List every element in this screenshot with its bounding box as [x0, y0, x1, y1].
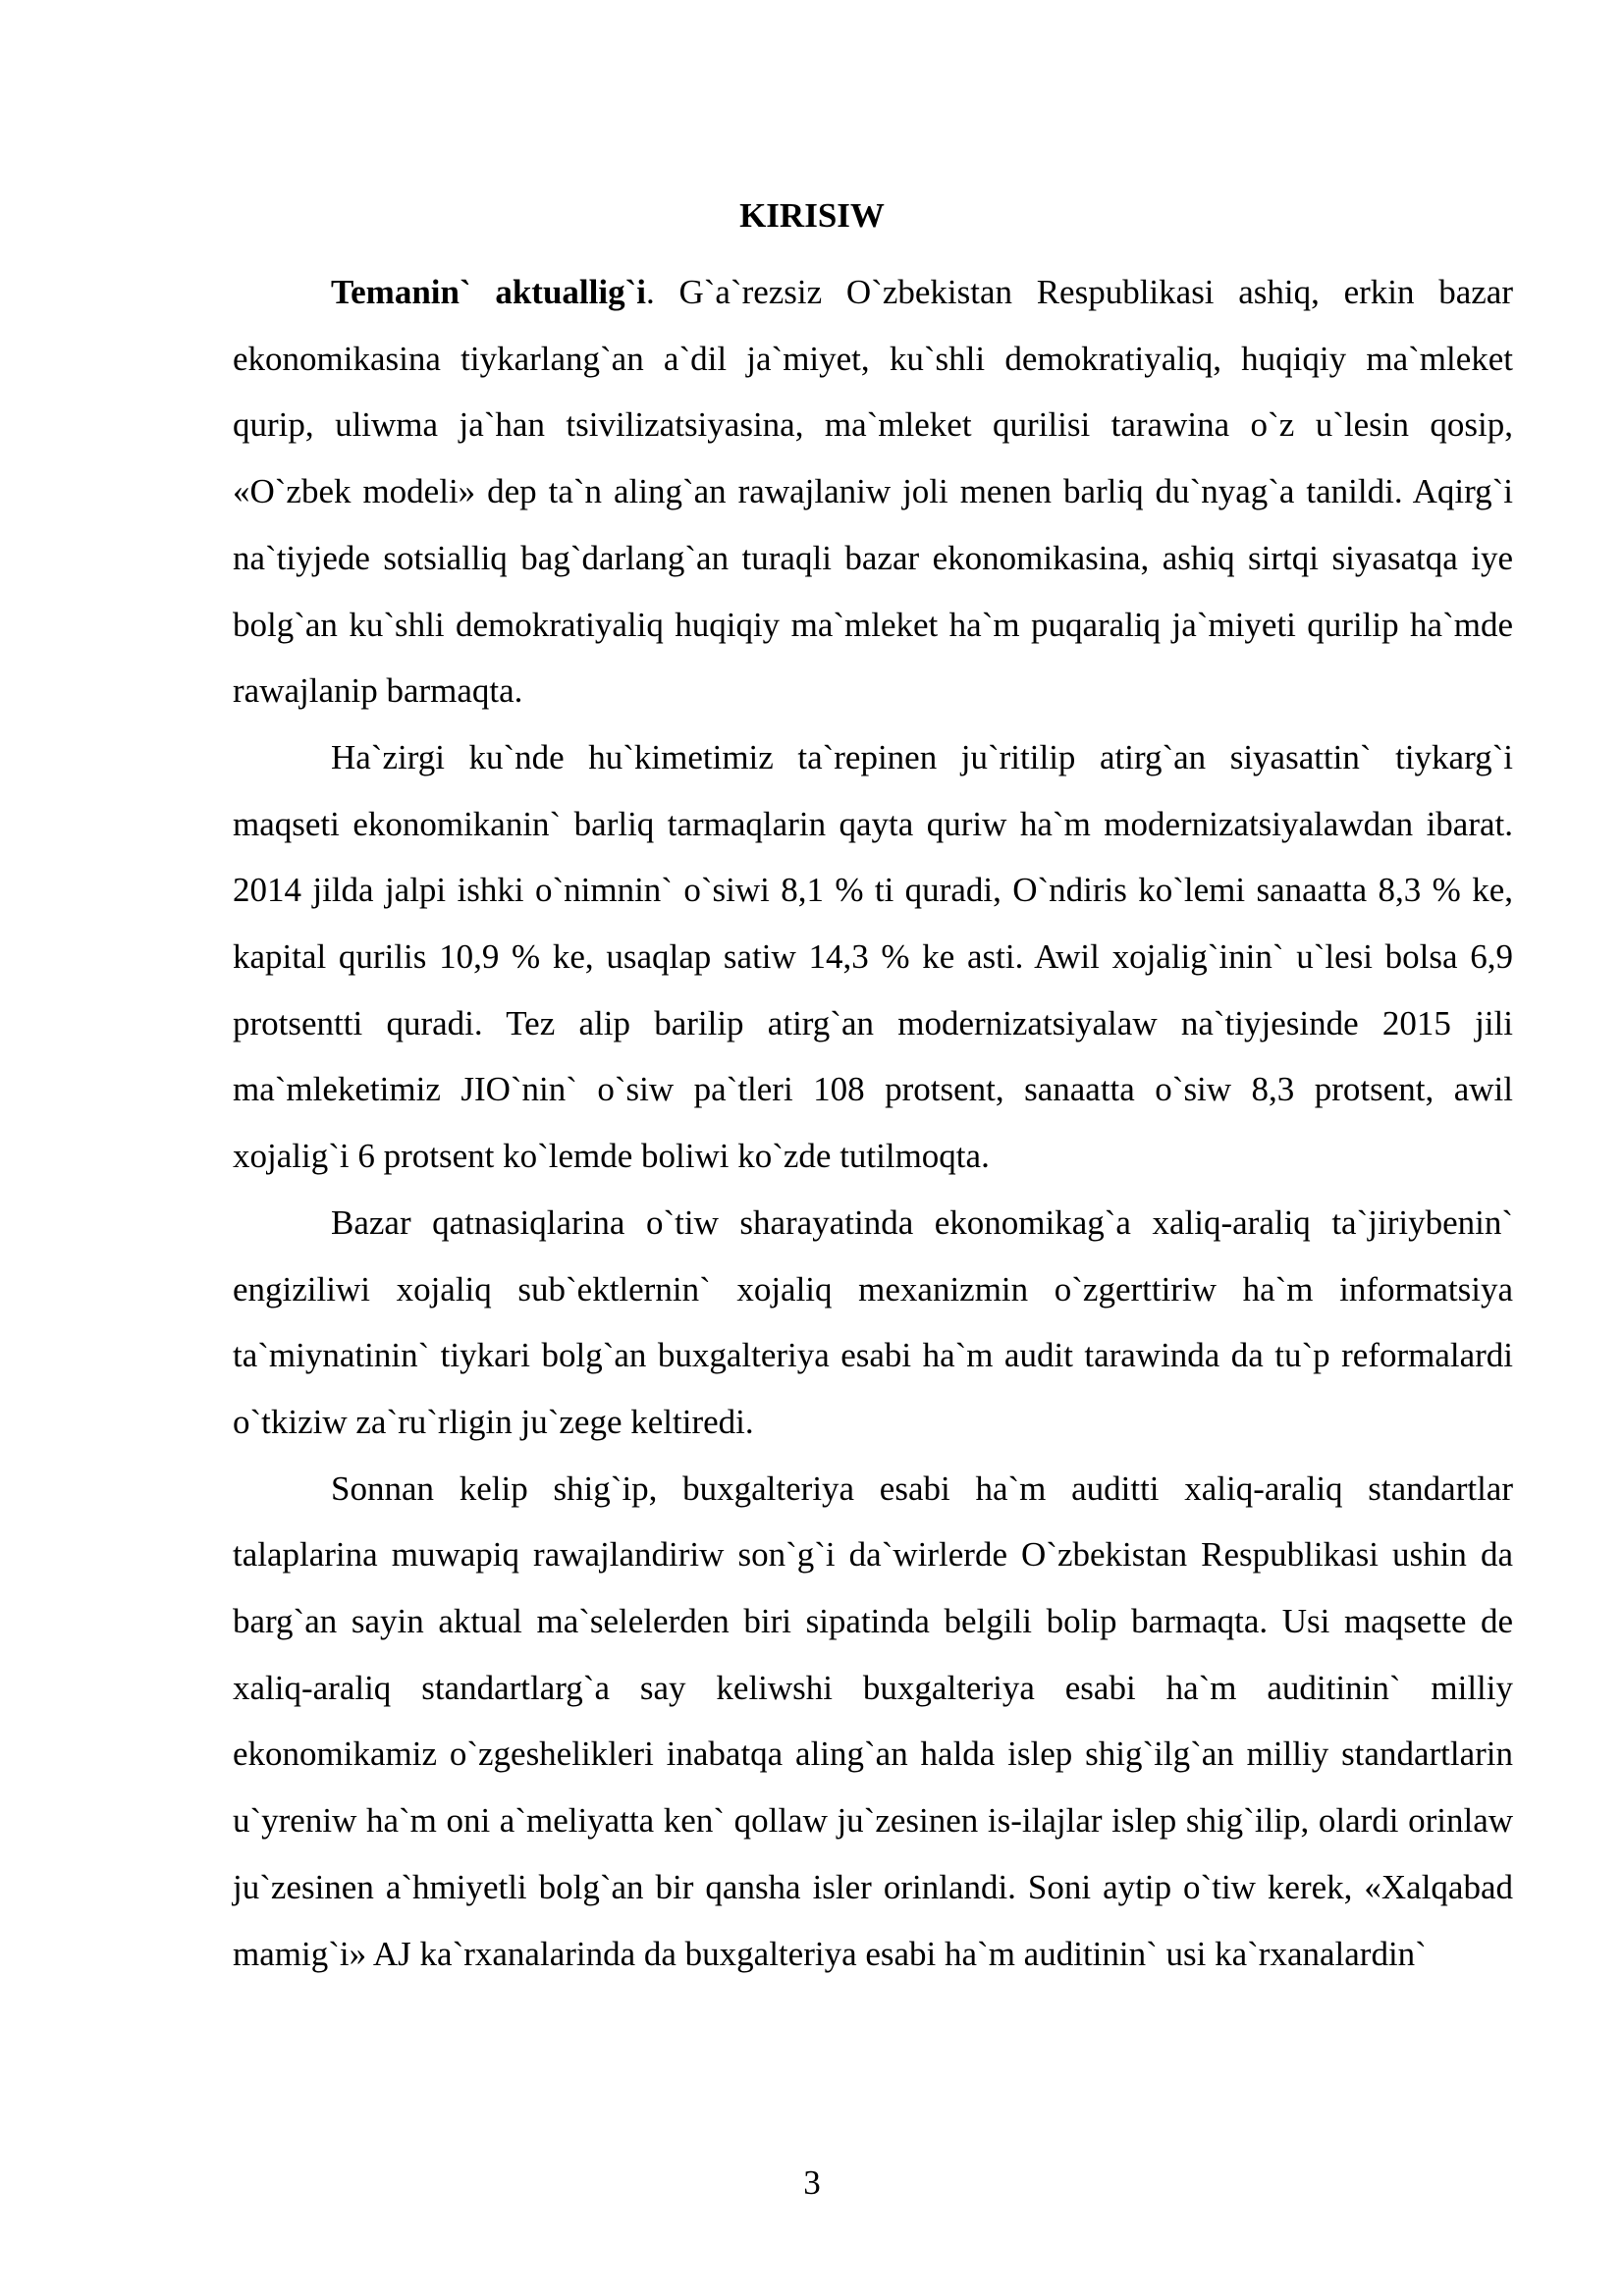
paragraph-text: . G`a`rezsiz O`zbekistan Respublikasi ashiq, erkin bazar ekonomikasina tiykarlang`an a`dil ja`miyet, ku`shli demokratiyaliq, huqiqiy ma`mleket qurip, uliwma ja`han tsivilizatsiyasina, ma`mleket qurilisi tarawina o`z u`lesin qosip, «O`zbek modeli» dep ta`n aling`an rawajlaniw joli menen barliq du`nyag`a tanildi. Aqirg`i na`tiyjede sotsialliq bag`darlang`an turaqli bazar ekonomikasina, ashiq sirtqi siyasatqa iye bolg`an ku`shli demokratiyaliq huqiqiy ma`mleket ha`m puqaraliq ja`miyeti qurilip ha`mde rawajlanip barmaqta. — [233, 273, 1513, 711]
section-heading: KIRISIW — [739, 196, 885, 235]
paragraph-standards: Sonnan kelip shig`ip, buxgalteriya esabi ha`m auditti xaliq-araliq standartlar talaplarina muwapiq rawajlandiriw son`g`i da`wirlerde O`zbekistan Respublikasi ushin da barg`an sayin aktual ma`selelerden biri sipatinda belgili bolip barmaqta. Usi maqsette de xaliq-araliq standartlarg`a say keliwshi buxgalteriya esabi ha`m auditinin` milliy ekonomikamiz o`zgeshelikleri inabatqa aling`an halda islep shig`ilg`an milliy standartlarin u`yreniw ha`m oni a`meliyatta ken` qollaw ju`zesinen is-ilajlar islep shig`ilip, olardi orinlaw ju`zesinen a`hmiyetli bolg`an bir qansha isler orinlandi. Soni aytip o`tiw kerek, «Xalqabad mamig`i» AJ ka`rxanalarinda da buxgalteriya esabi ha`m auditinin` usi ka`rxanalardin` — [233, 1468, 1513, 1973]
paragraph-lead: Temanin` aktuallig`i — [331, 273, 646, 311]
page-number: 3 — [803, 2163, 821, 2202]
body-text — [233, 259, 1513, 1987]
paragraph-government-policy: Ha`zirgi ku`nde hu`kimetimiz ta`repinen ju`ritilip atirg`an siyasattin` tiykarg`i maqseti ekonomikanin` barliq tarmaqlarin qayta quriw ha`m modernizatsiyalawdan ibarat. 2014 jilda jalpi ishki o`nimnin` o`siwi 8,1 % ti quradi, O`ndiris ko`lemi sanaatta 8,3 % ke, kapital qurilis 10,9 % ke, usaqlap satiw 14,3 % ke asti. Awil xojalig`inin` u`lesi bolsa 6,9 protsentti quradi. Tez alip barilip atirg`an modernizatsiyalaw na`tiyjesinde 2015 jili ma`mleketimiz JIO`nin` o`siw pa`tleri 108 protsent, sanaatta o`siw 8,3 protsent, awil xojalig`i 6 protsent ko`lemde boliwi ko`zde tutilmoqta. — [233, 737, 1513, 1176]
paragraph-topic-relevance — [233, 259, 1513, 724]
paragraph-market-relations: Bazar qatnasiqlarina o`tiw sharayatinda ekonomikag`a xaliq-araliq ta`jiriybenin` engiziliwi xojaliq sub`ektlernin` xojaliq mexanizmin o`zgerttiriw ha`m informatsiya ta`miynatinin` tiykari bolg`an buxgalteriya esabi ha`m audit tarawinda da tu`p reformalardi o`tkiziw za`ru`rligin ju`zege keltiredi. — [233, 1202, 1513, 1441]
